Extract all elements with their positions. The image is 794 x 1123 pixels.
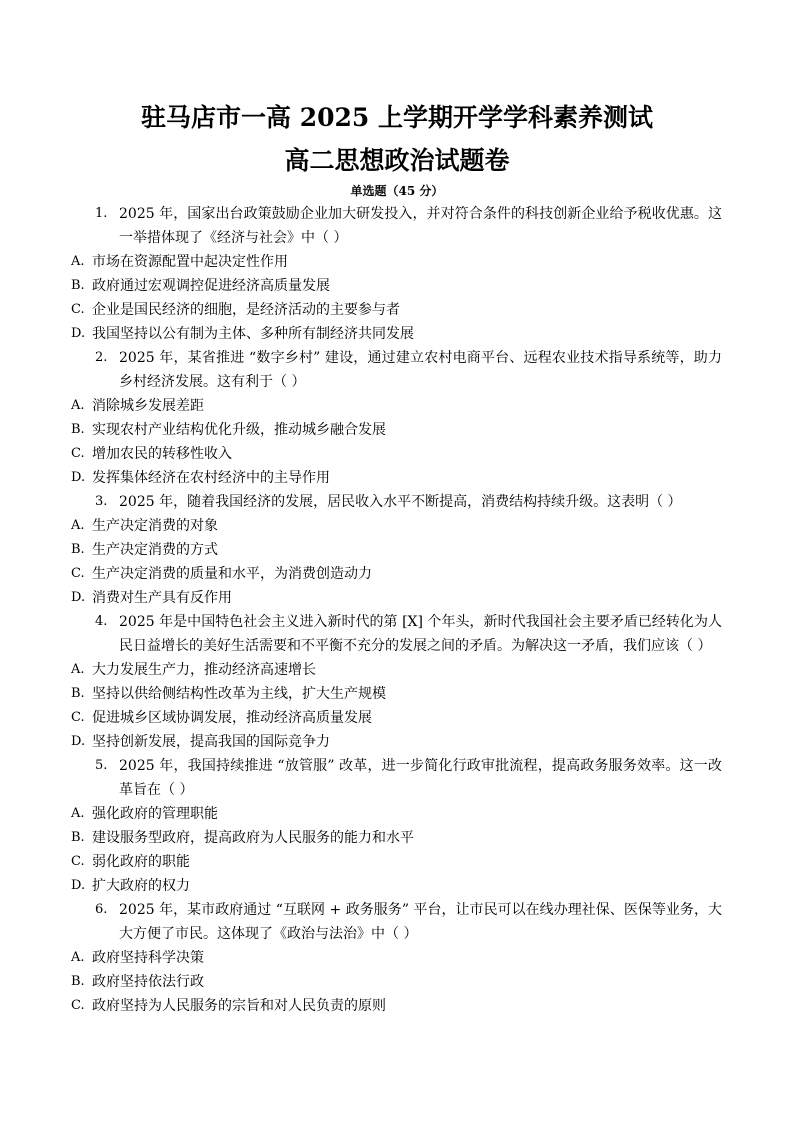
option-c [71, 706, 794, 730]
option-label: B. [71, 278, 85, 293]
option-text: 政府坚持科学决策 [92, 950, 204, 966]
option-label: D. [71, 878, 86, 893]
option-text: 坚持以供给侧结构性改革为主线，扩大生产规模 [92, 686, 386, 702]
option-text: 促进城乡区域协调发展，推动经济高质量发展 [92, 710, 372, 726]
question-stem [95, 202, 722, 250]
option-list [0, 250, 794, 346]
option-label: C. [71, 566, 85, 581]
option-c [71, 442, 794, 466]
option-label: C. [71, 446, 85, 461]
option-text: 大力发展生产力，推动经济高速增长 [92, 662, 316, 678]
option-text: 市场在资源配置中起决定性作用 [92, 254, 288, 270]
option-label: A. [71, 662, 85, 677]
option-text: 我国坚持以公有制为主体、多种所有制经济共同发展 [92, 326, 414, 342]
option-d [71, 586, 794, 610]
option-a [71, 658, 794, 682]
option-label: D. [71, 734, 86, 749]
option-label: A. [71, 398, 85, 413]
option-list [0, 658, 794, 754]
option-b [71, 538, 794, 562]
option-c [71, 994, 794, 1018]
option-b [71, 418, 794, 442]
question-number: 5. [95, 758, 108, 773]
option-label: C. [71, 998, 85, 1013]
option-label: C. [71, 854, 85, 869]
option-text: 消除城乡发展差距 [92, 398, 204, 414]
option-list [0, 802, 794, 898]
option-label: A. [71, 806, 85, 821]
question-stem [95, 754, 722, 802]
option-text: 政府通过宏观调控促进经济高质量发展 [92, 278, 330, 294]
option-label: D. [71, 470, 86, 485]
option-c [71, 298, 794, 322]
option-c [71, 562, 794, 586]
option-text: 发挥集体经济在农村经济中的主导作用 [92, 470, 330, 486]
option-text: 生产决定消费的方式 [92, 542, 218, 558]
question-number: 1. [95, 206, 108, 221]
option-a [71, 394, 794, 418]
option-d [71, 466, 794, 490]
option-a [71, 250, 794, 274]
option-label: A. [71, 254, 85, 269]
option-label: B. [71, 686, 85, 701]
option-text: 消费对生产具有反作用 [92, 590, 232, 606]
option-text: 坚持创新发展，提高我国的国际竞争力 [92, 734, 330, 750]
question-text: 2025 年，国家出台政策鼓励企业加大研发投入，并对符合条件的科技创新企业给予税收优惠。这一举措体现了《经济与社会》中（ ） [119, 206, 722, 246]
option-label: C. [71, 710, 85, 725]
question-number: 4. [95, 614, 108, 629]
question-number: 6. [95, 902, 108, 917]
question-stem [95, 610, 722, 658]
option-d [71, 322, 794, 346]
question-text: 2025 年是中国特色社会主义进入新时代的第 [X] 个年头，新时代我国社会主要矛盾已经转化为人民日益增长的美好生活需要和不平衡不充分的发展之间的矛盾。为解决这一矛盾，我们应该（ ） [119, 614, 722, 654]
option-label: B. [71, 830, 85, 845]
option-label: A. [71, 950, 85, 965]
question-text: 2025 年，某市政府通过 “互联网 + 政务服务” 平台，让市民可以在线办理社保、医保等业务，大大方便了市民。这体现了《政治与法治》中（ ） [119, 902, 722, 942]
option-b [71, 274, 794, 298]
question-text: 2025 年，我国持续推进 “放管服” 改革，进一步简化行政审批流程，提高政务服务效率。这一改革旨在（ ） [119, 758, 722, 798]
option-a [71, 514, 794, 538]
option-b [71, 682, 794, 706]
option-text: 政府坚持为人民服务的宗旨和对人民负责的原则 [92, 998, 386, 1014]
option-a [71, 946, 794, 970]
question-4 [0, 610, 794, 754]
question-stem [95, 346, 722, 394]
question-2 [0, 346, 794, 490]
option-text: 强化政府的管理职能 [92, 806, 218, 822]
question-list [0, 202, 794, 1018]
exam-subtitle: 高二思想政治试题卷 [284, 146, 510, 175]
option-text: 政府坚持依法行政 [92, 974, 204, 990]
option-c [71, 850, 794, 874]
option-d [71, 730, 794, 754]
question-5 [0, 754, 794, 898]
question-stem [95, 898, 722, 946]
option-label: C. [71, 302, 85, 317]
option-text: 扩大政府的权力 [92, 878, 190, 894]
option-list [0, 394, 794, 490]
option-label: B. [71, 974, 85, 989]
option-a [71, 802, 794, 826]
question-text: 2025 年，随着我国经济的发展，居民收入水平不断提高，消费结构持续升级。这表明（ ） [119, 494, 682, 510]
option-list [0, 946, 794, 1018]
option-label: D. [71, 590, 86, 605]
option-list [0, 514, 794, 610]
question-1 [0, 202, 794, 346]
option-text: 生产决定消费的对象 [92, 518, 218, 534]
question-stem [95, 490, 722, 514]
question-3 [0, 490, 794, 610]
question-number: 2. [95, 350, 108, 365]
option-label: D. [71, 326, 86, 341]
question-text: 2025 年，某省推进 “数字乡村” 建设，通过建立农村电商平台、远程农业技术指导系统等，助力乡村经济发展。这有利于（ ） [119, 350, 722, 390]
option-text: 生产决定消费的质量和水平，为消费创造动力 [92, 566, 372, 582]
option-text: 企业是国民经济的细胞，是经济活动的主要参与者 [92, 302, 400, 318]
option-text: 增加农民的转移性收入 [92, 446, 232, 462]
option-text: 弱化政府的职能 [92, 854, 190, 870]
option-b [71, 826, 794, 850]
option-label: B. [71, 542, 85, 557]
option-b [71, 970, 794, 994]
option-text: 建设服务型政府，提高政府为人民服务的能力和水平 [92, 830, 414, 846]
section-heading: 单选题（45 分） [350, 184, 444, 198]
option-d [71, 874, 794, 898]
option-text: 实现农村产业结构优化升级，推动城乡融合发展 [92, 422, 386, 438]
exam-title: 驻马店市一高 2025 上学期开学学科素养测试 [141, 103, 653, 132]
option-label: A. [71, 518, 85, 533]
option-label: B. [71, 422, 85, 437]
question-6 [0, 898, 794, 1018]
question-number: 3. [95, 494, 108, 509]
